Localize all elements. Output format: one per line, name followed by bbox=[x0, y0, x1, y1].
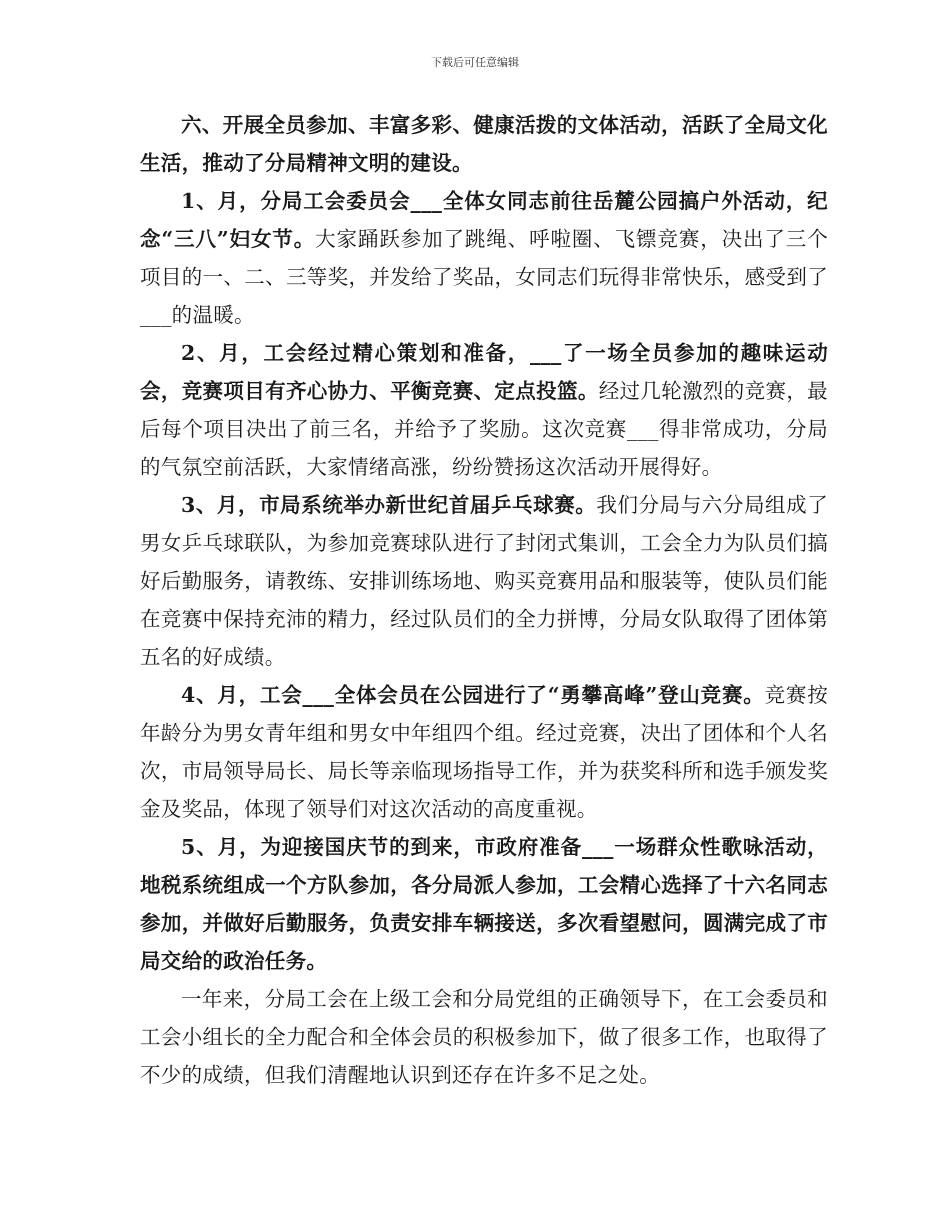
paragraph-2-body: 经过几轮激烈的竞赛，最后每个项目决出了前三名，并给予了奖励。这次竞赛___得非常成功，分局的气氛空前活跃，大家情绪高涨，纷纷赞扬这次活动开展得好。 bbox=[140, 379, 828, 479]
paragraph-4-lead: 4、月，工会___全体会员在公园进行了“勇攀高峰”登山竞赛。 bbox=[181, 683, 765, 707]
paragraph-3-lead: 3、月，市局系统举办新世纪首届乒乓球赛。 bbox=[181, 493, 597, 517]
paragraph-6: 一年来，分局工会在上级工会和分局党组的正确领导下，在工会委员和工会小组长的全力配合和全体会员的积极参加下，做了很多工作，也取得了不少的成绩，但我们清醒地认识到还存在许多不足之处。 bbox=[140, 987, 828, 1087]
paragraph-3-body: 我们分局与六分局组成了男女乒乓球联队，为参加竞赛球队进行了封闭式集训，工会全力为队员们搞好后勤服务，请教练、安排训练场地、购买竞赛用品和服装等，使队员们能在竞赛中保持充沛的精力，经过队员们的全力拼博，分局女队取得了团体第五名的好成绩。 bbox=[140, 493, 828, 669]
page-header-note: 下载后可任意编辑 bbox=[431, 56, 519, 69]
section-heading: 六、开展全员参加、丰富多彩、健康活拨的文体活动，活跃了全局文化生活，推动了分局精神文明的建设。 bbox=[140, 113, 828, 175]
paragraph-1-body: 大家踊跃参加了跳绳、呼啦圈、飞镖竞赛，决出了三个项目的一、二、三等奖，并发给了奖品，女同志们玩得非常快乐，感受到了___的温暖。 bbox=[140, 227, 828, 327]
paragraph-3 bbox=[140, 486, 828, 676]
paragraph-5: 5、月，为迎接国庆节的到来，市政府准备___一场群众性歌咏活动，地税系统组成一个方队参加，各分局派人参加，工会精心选择了十六名同志参加，并做好后勤服务，负责安排车辆接送，多次看望慰问，圆满完成了市局交给的政治任务。 bbox=[140, 835, 828, 973]
paragraph-1-lead: 1、月，分局工会委员会___全体女同志前往岳麓公园搞户外活动，纪念“三八”妇女节。 bbox=[140, 189, 828, 251]
paragraph-4 bbox=[140, 676, 828, 828]
paragraph-4-body: 竞赛按年龄分为男女青年组和男女中年组四个组。经过竞赛，决出了团体和个人名次，市局领导局长、局长等亲临现场指导工作，并为获奖科所和选手颁发奖金及奖品，体现了领导们对这次活动的高度重视。 bbox=[140, 683, 828, 821]
paragraph-1 bbox=[140, 182, 828, 334]
paragraph-2-lead: 2、月，工会经过精心策划和准备，___了一场全员参加的趣味运动会，竞赛项目有齐心协力、平衡竞赛、定点投篮。 bbox=[140, 341, 828, 403]
paragraph-2 bbox=[140, 334, 828, 486]
document-body bbox=[140, 106, 828, 1094]
